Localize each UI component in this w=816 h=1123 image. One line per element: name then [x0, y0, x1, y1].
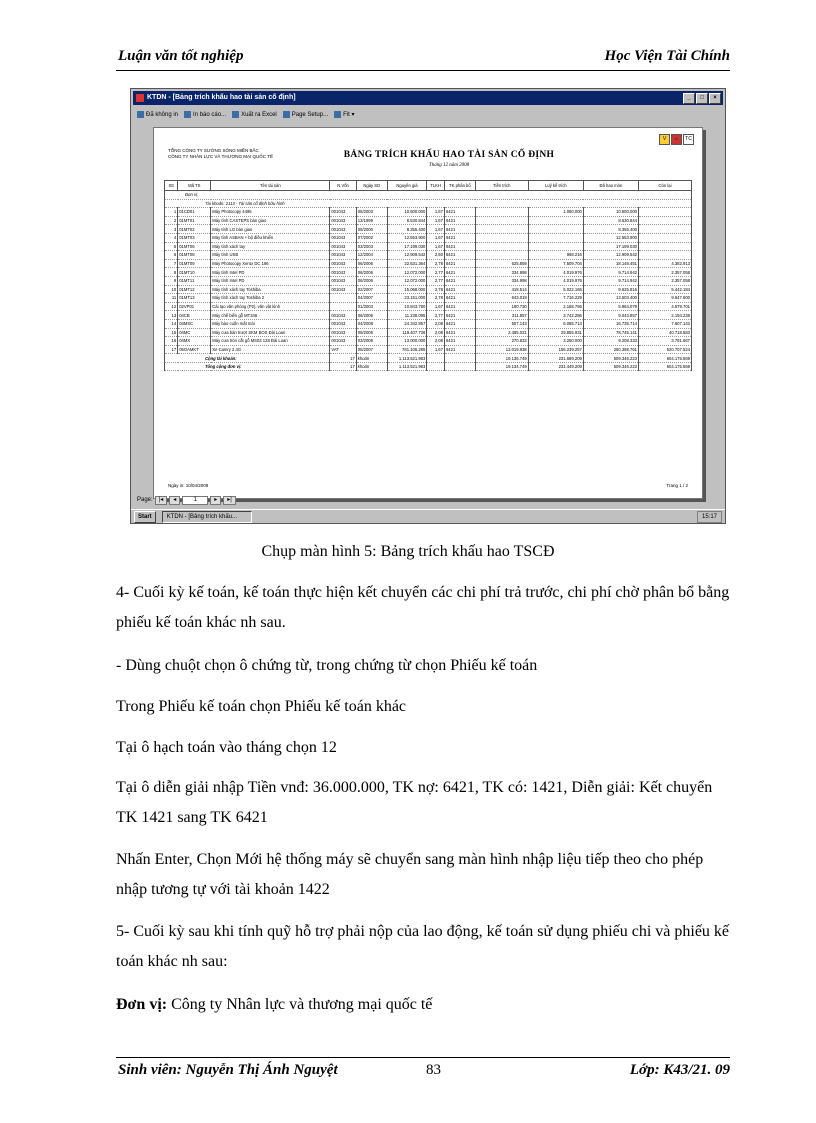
- footer-student: Sinh viên: Nguyễn Thị Ánh Nguyệt: [118, 1062, 338, 1078]
- paragraph-other-voucher: Trong Phiếu kế toán chọn Phiếu kế toán khác: [116, 698, 407, 715]
- table-row: 6 01MT08 Máy tính USB 001043 12/2004 12.909.542 2,50 6421 968.216 12.909.542: [165, 251, 692, 260]
- table-row: 7 01MT09 Máy Photocopy Xerox DC 186 001043 06/2006 22.531.364 2,78 6421 625.859 7.509.704 18.148.451 4.382.913: [165, 259, 692, 268]
- maximize-icon[interactable]: □: [696, 93, 708, 104]
- column-header: Mã TS: [178, 181, 211, 191]
- footer-class: Lớp: K43/21. 09: [629, 1062, 730, 1078]
- table-row: 4 01MT03 Máy tính ASBAN + bộ điều khiển 001043 07/2002 12.553.900 1,67 6421 12.553.900: [165, 233, 692, 242]
- clock: 15:17: [697, 511, 722, 523]
- header-left: Luận văn tốt nghiệp: [118, 48, 244, 64]
- first-page-button[interactable]: |◂: [155, 496, 168, 505]
- paragraph-select-voucher: - Dùng chuột chọn ô chứng từ, trong chứng từ chọn Phiếu kế toán: [116, 657, 538, 674]
- table-row: 2 01MT01 Máy tính CASTEPS bàn giao 001043 12/1999 8.530.844 1,67 6421 8.530.844: [165, 216, 692, 225]
- report-screenshot: [130, 88, 726, 524]
- table-row: 12 02VP01 Cải tạo văn phòng (P2), văn vật kinh 01/2003 10.843.780 1,67 6421 180.730 2.168.756 5.964.079 4.879.701: [165, 302, 692, 311]
- table-row: 16 04MX Máy cưa tròn cắt gỗ MS03 128 Đài Loan 001043 03/2008 13.000.000 2,08 6421 270.833 3.250.000 9.208.333 3.791.667: [165, 337, 692, 346]
- paragraph-month: Tại ô hạch toán vào tháng chọn 12: [116, 739, 337, 756]
- table-row: 8 01MT10 Máy tính Intel PD 001043 06/2006 12.072.000 2,77 6421 334.998 4.019.976 9.714.942 2.357.058: [165, 268, 692, 277]
- tool-icon-1[interactable]: V: [659, 134, 670, 145]
- table-row: 11 01MT13 Máy tính xách tay Toshiba 2 04/2007 23.151.000 2,78 6421 643.019 7.716.229 13.503.400 9.647.600: [165, 294, 692, 303]
- column-header: Ngày SD: [356, 181, 387, 191]
- group-row: Đơn vị:: [165, 191, 692, 200]
- report-title: BẢNG TRÍCH KHẤU HAO TÀI SẢN CỐ ĐỊNH: [343, 150, 555, 160]
- tool-icon-3[interactable]: TC: [683, 134, 694, 145]
- paragraph-description: Tại ô diễn giải nhập Tiền vnđ: 36.000.000, TK nợ: 6421, TK có: 1421, Diễn giải: Kết chuyển TK 1421 sang TK 6421: [116, 779, 713, 826]
- table-row: 3 01MT02 Máy tính LG bàn giao 001043 09/2000 8.355.400 1,67 6421 8.355.400: [165, 225, 692, 234]
- zoom-icon: [334, 111, 341, 118]
- tool-icon-2[interactable]: ⌂: [671, 134, 682, 145]
- page-setup-button[interactable]: Page Setup...: [283, 111, 328, 118]
- no-print-button[interactable]: Đã không in: [137, 111, 178, 118]
- table-row: 14 04MSC Máy bào cuốn mất mài 001043 04/2008 24.342.857 2,08 6421 507.143 6.085.714 16.735.714 7.607.143: [165, 319, 692, 328]
- column-header: TLKH: [427, 181, 445, 191]
- print-report-button[interactable]: In báo cáo...: [184, 111, 226, 118]
- zoom-select[interactable]: Fit ▾: [334, 111, 354, 118]
- taskbar-app-button[interactable]: KTDN - [Bảng trích khấu...: [162, 511, 252, 523]
- report-subtitle: Tháng 12 năm 2008: [428, 163, 470, 168]
- table-header: [165, 181, 692, 191]
- table-row: 13 04CB Máy chế biến gỗ MT346 001043 06/2006 11.238.095 2,77 6421 311.857 3.742.286 9.043.857 2.194.238: [165, 311, 692, 320]
- table-row: 9 01MT11 Máy tính Intel PD 001043 06/2006 12.072.000 2,77 6421 334.998 4.019.976 9.714.942 2.357.058: [165, 276, 692, 285]
- column-header: Nguyên giá: [387, 181, 427, 191]
- column-header: Tên tài sản: [211, 181, 330, 191]
- total-row: Tổng cộng đơn vị: 17 khoản 1.113.521.983 19.134.749 231.449.209 509.346.223 604.175.669: [165, 362, 692, 371]
- column-header: Luỹ kế trích: [528, 181, 583, 191]
- window-title: KTDN - [Bảng trích khấu hao tài sản cố định]: [147, 94, 296, 101]
- column-header: Tiền trích: [475, 181, 528, 191]
- column-header: Còn lại: [638, 181, 691, 191]
- paragraph-step-5: 5- Cuối kỳ sau khi tính quỹ hỗ trợ phải nộp của lao động, kế toán sử dụng phiếu chi và phiếu kế toán khác nh sau:: [116, 923, 730, 970]
- excel-icon: [232, 111, 239, 118]
- header-right: Học Viện Tài Chính: [604, 48, 730, 64]
- column-header: N.Vốn: [330, 181, 356, 191]
- table-row: 5 01MT06 Máy tính xách tay 001043 03/2003 17.199.030 1,67 6421 17.199.030: [165, 242, 692, 251]
- header-rule: [116, 70, 730, 71]
- footer-page-number: 83: [426, 1062, 441, 1078]
- taskbar: [131, 509, 725, 523]
- column-header: Stt: [165, 181, 178, 191]
- figure-caption: Chụp màn hình 5: Bảng trích khấu hao TSCĐ: [261, 543, 555, 560]
- table-row: 17 05OAMKT Xe Camry 2.4G VAT 05/2007 781.106.285 1,67 6421 13.019.938 156.239.257 260.398.761 520.707.524: [165, 345, 692, 354]
- app-icon: [136, 94, 144, 102]
- page-setup-icon: [283, 111, 290, 118]
- report-toolbar: [133, 107, 723, 123]
- export-excel-button[interactable]: Xuất ra Excel: [232, 111, 277, 118]
- column-header: TK phân bổ: [444, 181, 475, 191]
- paragraph-enter: Nhấn Enter, Chọn Mới hệ thống máy sẽ chuyển sang màn hình nhập liệu tiếp theo cho phép nhập tương tự với tài khoản 1422: [116, 851, 704, 898]
- unit-line: Đơn vị: Công ty Nhân lực và thương mại quốc tế: [116, 996, 433, 1013]
- page-input[interactable]: 1: [182, 496, 208, 505]
- table-row: 1 01CD01 Máy Photocopy 4495 001043 05/2003 10.600.000 1,67 6421 1.060.000 10.600.000: [165, 208, 692, 217]
- window-titlebar: [133, 91, 723, 105]
- close-icon[interactable]: ×: [709, 93, 721, 104]
- table-row: 15 04MC Máy cưa bàn trượt SKM BOS Đài Loan 001043 09/2005 119.407.736 2,08 6421 2.485.021 29.855.931 78.745.141 40.718.583: [165, 328, 692, 337]
- report-page: [153, 127, 703, 499]
- next-page-button[interactable]: ▸: [210, 496, 221, 505]
- back-icon: [137, 111, 144, 118]
- print-date: Ngày in: 10/04/2009: [168, 483, 209, 488]
- page-number: Trang 1 / 2: [666, 483, 688, 488]
- page-navigator: Page: |◂ ◂ 1 ▸ ▸|: [133, 495, 723, 505]
- total-row: Cộng tài khoản: 17 khoản 1.113.521.983 19.136.749 231.689.209 509.346.223 604.175.669: [165, 354, 692, 363]
- footer-rule: [116, 1057, 730, 1058]
- depreciation-table: [164, 180, 692, 371]
- start-button[interactable]: Start: [134, 511, 156, 523]
- printer-icon: [184, 111, 191, 118]
- group-row: Tài khoản: 2113 - Tài sản cố định hữu hình: [165, 199, 692, 208]
- company-name: TỔNG CÔNG TY SƯỜNG SÔNG MIỀN BẮC CÔNG TY NHÂN LỰC VÀ THƯƠNG MẠI QUỐC TẾ: [168, 148, 273, 159]
- column-header: Đã hao mòn: [583, 181, 638, 191]
- prev-page-button[interactable]: ◂: [169, 496, 180, 505]
- paragraph-step-4: 4- Cuối kỳ kế toán, kế toán thực hiện kết chuyển các chi phí trả trước, chi phí chờ phân bổ bằng phiếu kế toán khác nh sau.: [116, 584, 730, 631]
- minimize-icon[interactable]: _: [683, 93, 695, 104]
- table-row: 10 01MT12 Máy tính xách tay Toshiba 001043 02/2007 15.068.000 2,78 6421 418.514 5.022.165 9.625.816 5.442.184: [165, 285, 692, 294]
- last-page-button[interactable]: ▸|: [223, 496, 236, 505]
